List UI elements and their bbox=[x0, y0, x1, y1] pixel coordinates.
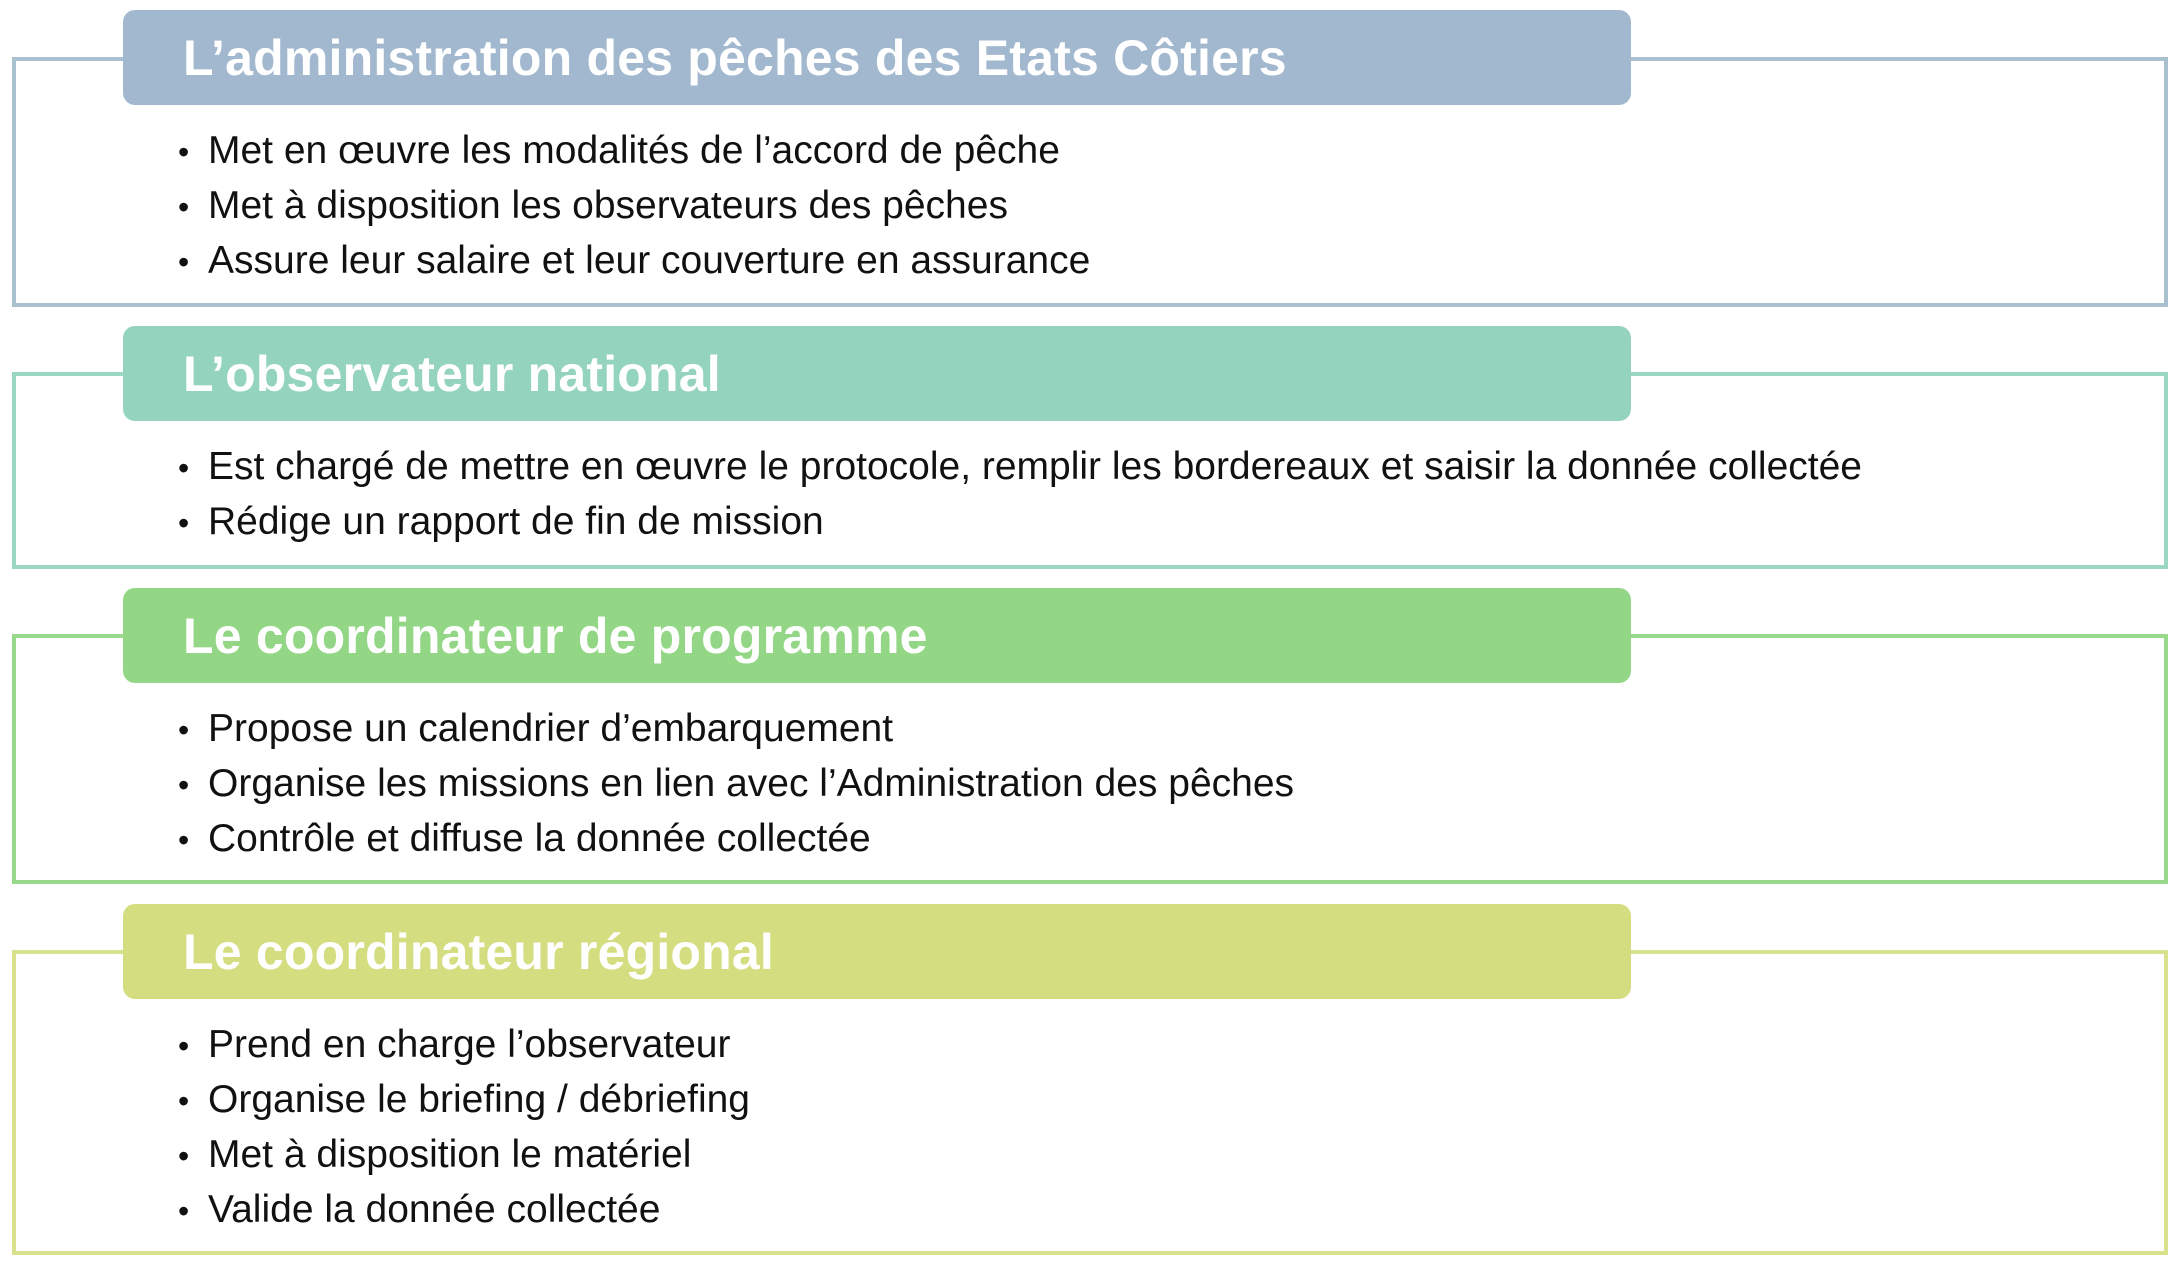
bullet-item bbox=[178, 812, 1294, 867]
bullet-text: Contrôle et diffuse la donnée collectée bbox=[208, 817, 871, 860]
bullet-text: Met à disposition le matériel bbox=[208, 1133, 692, 1176]
bullet-text: Organise les missions en lien avec l’Administration des pêches bbox=[208, 762, 1295, 805]
bullet-item bbox=[178, 1073, 750, 1128]
bullet-icon: • bbox=[178, 1028, 190, 1064]
bullet-icon: • bbox=[178, 822, 190, 858]
section-header bbox=[123, 904, 1631, 999]
bullet-item bbox=[178, 757, 1294, 812]
bullet-text: Propose un calendrier d’embarquement bbox=[208, 707, 894, 750]
bullet-list bbox=[178, 124, 1090, 289]
bullet-list bbox=[178, 440, 1862, 550]
section-title: Le coordinateur régional bbox=[183, 923, 775, 980]
bullet-icon: • bbox=[178, 1138, 190, 1174]
bullet-icon: • bbox=[178, 189, 190, 225]
bullet-text: Organise le briefing / débriefing bbox=[208, 1078, 750, 1121]
bullet-icon: • bbox=[178, 712, 190, 748]
bullet-icon: • bbox=[178, 767, 190, 803]
section-header bbox=[123, 10, 1631, 105]
bullet-icon: • bbox=[178, 505, 190, 541]
bullet-text: Met en œuvre les modalités de l’accord de pêche bbox=[208, 129, 1060, 172]
section-title: Le coordinateur de programme bbox=[183, 607, 928, 664]
bullet-text: Assure leur salaire et leur couverture en assurance bbox=[208, 239, 1091, 282]
bullet-icon: • bbox=[178, 244, 190, 280]
bullet-item bbox=[178, 1018, 750, 1073]
bullet-list bbox=[178, 1018, 750, 1238]
bullet-item bbox=[178, 179, 1090, 234]
bullet-item bbox=[178, 1128, 750, 1183]
bullet-text: Met à disposition les observateurs des pêches bbox=[208, 184, 1008, 227]
bullet-text: Est chargé de mettre en œuvre le protocole, remplir les bordereaux et saisir la donnée collectée bbox=[208, 445, 1862, 488]
section-title: L’observateur national bbox=[183, 345, 721, 402]
bullet-item bbox=[178, 440, 1862, 495]
bullet-icon: • bbox=[178, 1193, 190, 1229]
bullet-icon: • bbox=[178, 1083, 190, 1119]
bullet-text: Prend en charge l’observateur bbox=[208, 1023, 731, 1066]
bullet-item bbox=[178, 702, 1294, 757]
bullet-item bbox=[178, 495, 1862, 550]
section-header bbox=[123, 588, 1631, 683]
bullet-item bbox=[178, 1183, 750, 1238]
bullet-list bbox=[178, 702, 1294, 867]
bullet-item bbox=[178, 234, 1090, 289]
bullet-text: Rédige un rapport de fin de mission bbox=[208, 500, 824, 543]
section-header bbox=[123, 326, 1631, 421]
bullet-icon: • bbox=[178, 450, 190, 486]
bullet-item bbox=[178, 124, 1090, 179]
section-title: L’administration des pêches des Etats Côtiers bbox=[183, 29, 1287, 86]
bullet-text: Valide la donnée collectée bbox=[208, 1188, 661, 1231]
bullet-icon: • bbox=[178, 134, 190, 170]
